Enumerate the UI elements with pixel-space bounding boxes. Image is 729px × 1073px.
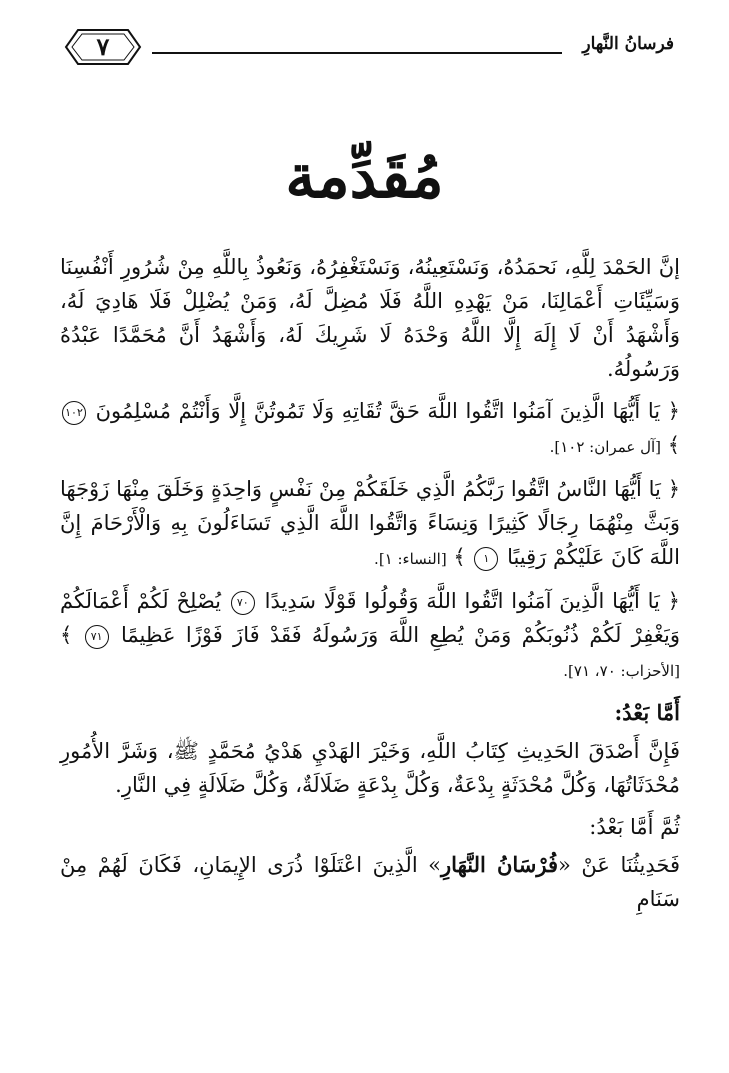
ayah-block-3 (60, 584, 680, 688)
running-title: فرسانُ النَّهارِ (582, 34, 674, 54)
chapter-title: مُقَدِّمة (285, 142, 444, 212)
amma-bad-heading: أَمَّا بَعْدُ: (614, 700, 680, 725)
ayah-block-1 (60, 394, 680, 464)
ayah-number: ١٠٢ (62, 401, 86, 425)
ayah-text: ﴿ يَا أَيُّهَا الَّذِينَ آمَنُوا اتَّقُوا اللَّهَ وَقُولُوا قَوْلًا سَدِيدًا (264, 589, 680, 613)
ayah-close-bracket: ﴾ (453, 545, 466, 569)
khutbah-paragraph: فَإِنَّ أَصْدَقَ الحَدِيثِ كِتَابُ اللَّهِ، وَخَيْرَ الهَدْيِ هَدْيُ مُحَمَّدٍ ﷺ، وَشَرَّ الأُمُورِ مُحْدَثَاتُهَا، وَكُلَّ مُحْدَثَةٍ بِدْعَةٌ، وَكُلَّ بِدْعَةٍ ضَلَالَةٌ، وَكُلَّ ضَلَالَةٍ فِي النَّارِ. (60, 739, 680, 797)
ayah-source: [آل عمران: ١٠٢]. (549, 438, 661, 456)
ayah-text: ﴿ يَا أَيُّهَا النَّاسُ اتَّقُوا رَبَّكُمُ الَّذِي خَلَقَكُمْ مِنْ نَفْسٍ وَاحِدَةٍ وَخَلَقَ مِنْهَا زَوْجَهَا وَبَثَّ مِنْهُمَا رِجَالًا كَثِيرًا وَنِسَاءً وَاتَّقُوا اللَّهَ الَّذِي تَسَاءَلُونَ بِهِ وَالْأَرْحَامَ إِنَّ اللَّهَ كَانَ عَلَيْكُمْ رَقِيبًا (60, 477, 680, 569)
header-rule (152, 52, 562, 54)
page-header (62, 18, 674, 74)
page-number-badge (62, 26, 144, 68)
intro-text-start: فَحَدِيثُنَا عَنْ « (558, 853, 680, 877)
ayah-number: ٧٠ (231, 591, 255, 615)
ayah-text: ﴿ يَا أَيُّهَا الَّذِينَ آمَنُوا اتَّقُوا اللَّهَ حَقَّ تُقَاتِهِ وَلَا تَمُوتُنَّ إِلَّا وَأَنْتُمْ مُسْلِمُونَ (95, 399, 680, 423)
ayah-number: ١ (474, 547, 498, 571)
body-text (60, 250, 680, 924)
ayah-close-bracket: ﴾ (667, 433, 680, 457)
intro-text-end: » الَّذِينَ اعْتَلَوْا ذُرَى الإِيمَانِ، فَكَانَ لَهُمْ مِنْ سَنَامِ (60, 853, 680, 911)
ayah-close-bracket: ﴾ (60, 623, 73, 647)
thumma-amma-bad: ثُمَّ أَمَّا بَعْدُ: (589, 815, 680, 839)
book-title-inline: فُرْسَانُ النَّهَارِ (441, 852, 559, 877)
intro-paragraph (60, 848, 680, 916)
ayah-source: [الأحزاب: ٧٠، ٧١]. (563, 662, 680, 680)
ayah-number: ٧١ (85, 625, 109, 649)
page-number: ٧ (96, 32, 110, 61)
ayah-source: [النساء: ١]. (374, 550, 447, 568)
ayah-text: يُصْلِحْ لَكُمْ أَعْمَالَكُمْ وَيَغْفِرْ لَكُمْ ذُنُوبَكُمْ وَمَنْ يُطِعِ اللَّهَ وَرَسُولَهُ فَقَدْ فَازَ فَوْزًا عَظِيمًا (60, 589, 680, 647)
opening-paragraph: إنَّ الحَمْدَ لِلَّهِ، نَحمَدُهُ، وَنَسْتَعِينُهُ، وَنَسْتَغْفِرُهُ، وَنَعُوذُ بِاللَّهِ مِنْ شُرُورِ أَنْفُسِنَا وَسَيِّئَاتِ أَعْمَالِنَا، مَنْ يَهْدِهِ اللَّهُ فَلَا مُضِلَّ لَهُ، وَمَنْ يُضْلِلْ فَلَا هَادِيَ لَهُ، وَأَشْهَدُ أَنْ لَا إِلَهَ إِلَّا اللَّهُ وَحْدَهُ لَا شَرِيكَ لَهُ، وَأَشْهَدُ أَنَّ مُحَمَّدًا عَبْدُهُ وَرَسُولُهُ. (60, 255, 680, 381)
ayah-block-2 (60, 472, 680, 576)
